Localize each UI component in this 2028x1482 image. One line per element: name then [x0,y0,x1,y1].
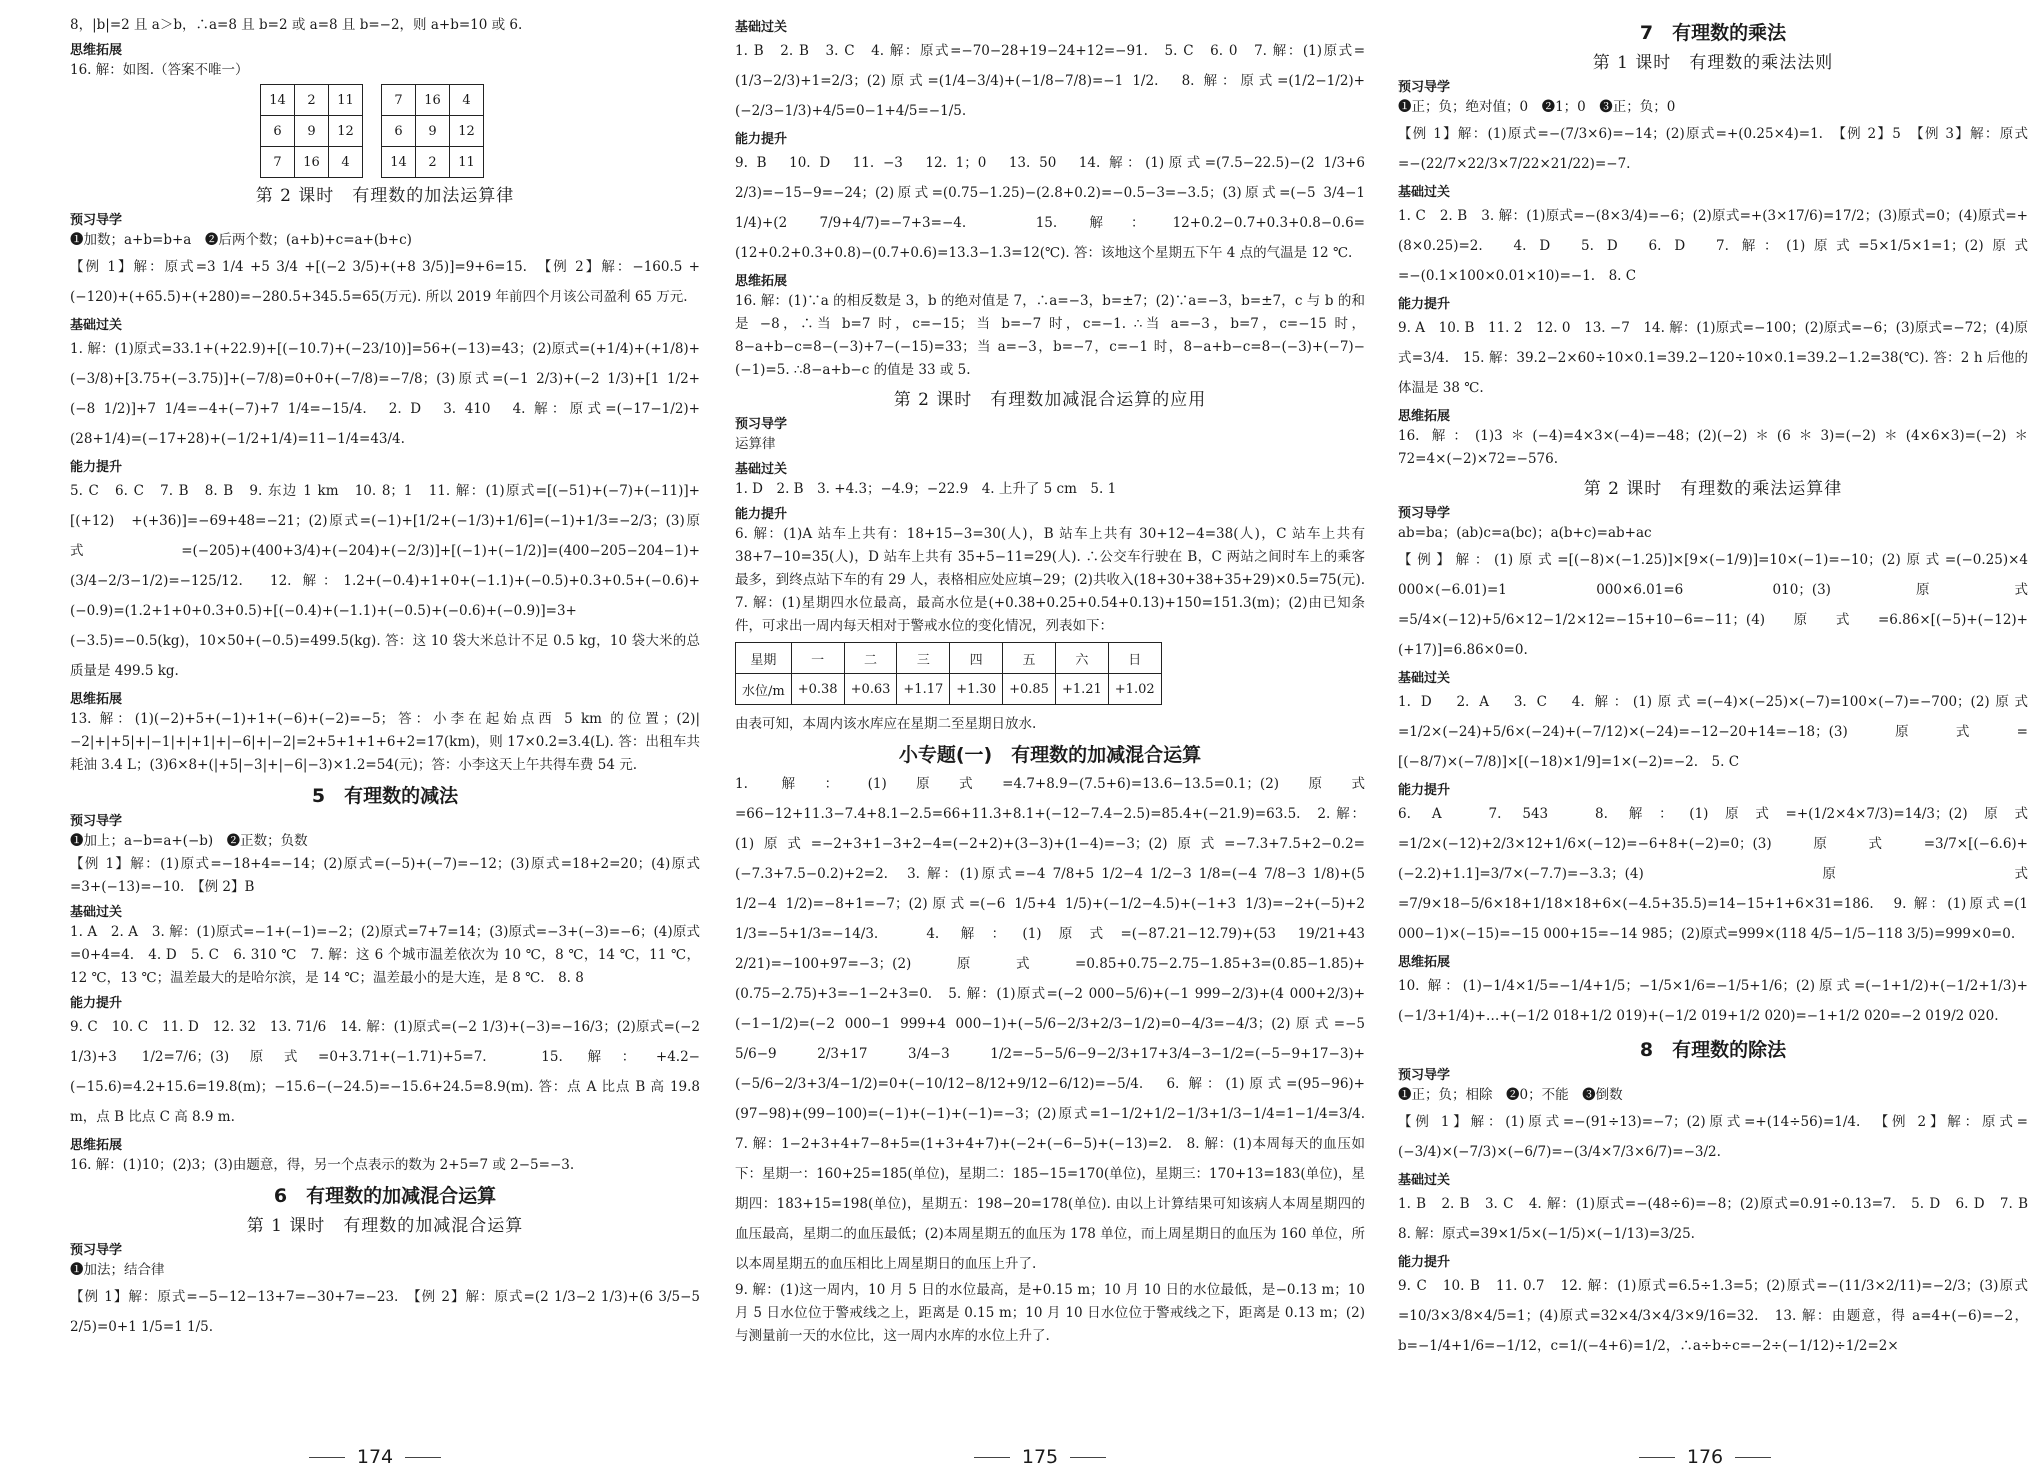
answer-paragraph: ab=ba；(ab)c=a(bc)；a(b+c)=ab+ac [1398,525,1652,541]
chapter-title: 7 有理数的乘法 [1639,22,1787,44]
answer-paragraph: 【例 1】解：(1)原式=−(91÷13)=−7；(2)原式=+(14÷56)=1/4. 【例 2】解：原式=(−3/4)×(−7/3)×(−6/7)=−(3/4×7/3×6/7)=−3/2. [1398,1114,2028,1160]
lesson-title: 第 2 课时 有理数的乘法运算律 [1583,479,1843,499]
water-table-header: 五 [1003,643,1056,674]
water-table-cell: +1.02 [1108,674,1161,705]
section-label: 能力提升 [735,507,788,522]
answer-paragraph: 16. 解：(1)3＊(−4)=4×3×(−4)=−48；(2)(−2)＊(6＊3)=(−2)＊(4×6×3)=(−2)＊72=4×(−2)×72=−576. [1398,428,2028,467]
section-label: 预习导学 [70,1243,123,1258]
section-label: 思维拓展 [735,274,788,289]
section-label: 能力提升 [1398,297,1451,312]
magic-square-cell: 14 [261,85,295,116]
magic-square-cell: 2 [295,85,329,116]
magic-square-cell: 16 [416,85,450,116]
section-label: 基础过关 [70,318,123,333]
chapter-title: 6 有理数的加减混合运算 [273,1185,497,1207]
section-label: 思维拓展 [70,43,123,58]
water-table-cell: +1.21 [1055,674,1108,705]
answer-paragraph: 6. 解：(1)A 站车上共有：18+15−3=30(人)，B 站车上共有 30+12−4=38(人)，C 站车上共有 38+7−10=35(人)，D 站车上共有 35+5−11=29(人). ∴公交车行驶在 B，C 两站之间时车上的乘客最多，到终点站下车的有 29 人，表格相应处应填−29；(2)共收入(18+30+38+35+29)×0.5=75(元). 7. 解：(1)星期四水位最高，最高水位是(+0.38+0.25+0.54+0.13)+150=151.3(m)；(2)由已知条件，可求出一周内每天相对于警戒水位的变化情况，列表如下： [735,526,1379,634]
answer-paragraph: 【例】解：(1)原式=[(−8)×(−1.25)]×[9×(−1/9)]=10×(−1)=−10；(2)原式=(−0.25)×4 000×(−6.01)=1 000×6.01=6 010；(3)原式=5/4×(−12)+5/6×12−1/2×12=−15+10−6=−11；(4)原式=6.86×[(−5)+(−12)+(+17)]=6.86×0=0. [1398,552,2028,658]
magic-square [381,84,484,178]
magic-square-cell: 7 [382,85,416,116]
magic-square-cell: 11 [450,147,484,178]
answer-paragraph: 1. 解：(1)原式=4.7+8.9−(7.5+6)=13.6−13.5=0.1；(2)原式=66−12+11.3−7.4+8.1−2.5=66+11.3+8.1+(−12−7.4−2.5)=85.4+(−21.9)=63.5. 2. 解：(1)原式=−2+3+1−3+2−4=(−2+2)+(3−3)+(1−4)=−3；(2)原式=−7.3+7.5+2−0.2=(−7.3+7.5−0.2)+2=2. 3. 解：(1)原式=−4 7/8+5 1/2−4 1/2−3 1/8=(−4 7/8−3 1/8)+(5 1/2−4 1/2)=−8+1=−7；(2)原式=(−6 1/5+4 1/5)+(−1/2−4.5)+(−1+3 1/3)=−2+(−5)+2 1/3=−5+1/3=−14/3. 4. 解：(1)原式=(−87.21−12.79)+(53 19/21+43 2/21)=−100+97=−3；(2)原式=0.85+0.75−2.75−1.85+3=(0.85−1.85)+(0.75−2.75)+3=−1−2+3=0. 5. 解：(1)原式=(−2 000−5/6)+(−1 999−2/3)+(4 000+2/3)+(−1−1/2)=(−2 000−1 999+4 000−1)+(−5/6−2/3+2/3−1/2)=0−4/3=−4/3；(2)原式=−5 5/6−9 2/3+17 3/4−3 1/2=−5−5/6−9−2/3+17+3/4−3−1/2=(−5−9+17−3)+(−5/6−2/3+3/4−1/2)=0+(−10/12−8/12+9/12−6/12)=−5/4. 6. 解：(1)原式=(95−96)+(97−98)+(99−100)=(−1)+(−1)+(−1)=−3；(2)原式=1−1/2+1/2−1/3+1/3−1/4=1−1/4=3/4. 7. 解：1−2+3+4+7−8+5=(1+3+4+7)+(−2+(−6−5)+(−13)=2. 8. 解：(1)本周每天的血压如下：星期一：160+25=185(单位)，星期二：185−15=170(单位)，星期三：170+13=183(单位)，星期四：183+15=198(单位)，星期五：198−20=178(单位). 由以上计算结果可知该病人本周星期四的血压最高，星期二的血压最低；(2)本周星期五的血压为 178 单位，而上周星期日的血压为 160 单位，所以本周星期五的血压相比上周星期日的血压上升了. [735,776,1379,1272]
section-label: 预习导学 [1398,506,1451,521]
answer-paragraph: 1. D 2. A 3. C 4. 解：(1)原式=(−4)×(−25)×(−7)=100×(−7)=−700；(2)原式=1/2×(−24)+5/6×(−24)+(−7/12)×(−24)=−12−20+14=−18；(3)原式=[(−8/7)×(−7/8)]×[(−18)×1/9]=1×(−2)=−2. 5. C [1398,694,2028,770]
answer-paragraph: ❶加数；a+b=b+a ❷后两个数；(a+b)+c=a+(b+c) [70,232,412,248]
answer-paragraph: ❶加上；a−b=a+(−b) ❷正数；负数 [70,833,308,849]
answer-paragraph: 1. C 2. B 3. 解：(1)原式=−(8×3/4)=−6；(2)原式=+(3×17/6)=17/2；(3)原式=0；(4)原式=+(8×0.25)=2. 4. D 5. D 6. D 7. 解：(1)原式=5×1/5×1=1；(2)原式=−(0.1×100×0.01×10)=−1. 8. C [1398,208,2028,284]
lesson-title: 第 1 课时 有理数的乘法法则 [1592,53,1834,73]
lesson-title: 第 2 课时 有理数加减混合运算的应用 [893,390,1207,410]
water-table-cell: +1.17 [897,674,950,705]
answer-paragraph: 16. 解：(1)∵a 的相反数是 3，b 的绝对值是 7，∴a=−3，b=±7；(2)∵a=−3，b=±7，c 与 b 的和是 −8，∴当 b=7 时，c=−15；当 b=−7 时，c=−1. ∴当 a=−3，b=7，c=−15 时，8−a+b−c=8−(−3)+7−(−15)=33；当 a=−3，b=−7，c=−1 时，8−a+b−c=8−(−3)+(−7)−(−1)=5. ∴8−a+b−c 的值是 33 或 5. [735,293,1365,378]
page-175-column [735,14,1379,1444]
magic-square-cell: 12 [329,116,363,147]
answer-paragraph: 【例 1】解：原式=3 1/4 +5 3/4 +[(−2 3/5)+(+8 3/5)]=9+6=15. 【例 2】解：−160.5 +(−120)+(+65.5)+(+280)=−280.5+345.5=65(万元). 所以 2019 年前四个月该公司盈利 65 万元. [70,259,700,305]
section-label: 预习导学 [735,417,788,432]
water-table-cell: +0.38 [791,674,844,705]
lesson-title: 第 1 课时 有理数的加减混合运算 [246,1216,524,1236]
answer-paragraph: 【例 1】解：原式=−5−12−13+7=−30+7=−23. 【例 2】解：原式=(2 1/3−2 1/3)+(6 3/5−5 2/5)=0+1 1/5=1 1/5. [70,1289,700,1335]
water-table-header: 二 [844,643,897,674]
magic-square-cell: 11 [329,85,363,116]
answer-paragraph: 9. 解：(1)这一周内，10 月 5 日的水位最高，是+0.15 m；10 月 10 日的水位最低，是−0.13 m；10 月 5 日水位位于警戒线之上，距离是 0.15 m；10 月 10 日水位位于警戒线之下，距离是 0.13 m；(2)与测量前一天的水位比，这一周内水库的水位上升了. [735,1282,1365,1344]
chapter-title: 8 有理数的除法 [1639,1039,1787,1061]
section-label: 能力提升 [70,460,123,475]
answer-paragraph: 16. 解：(1)10；(2)3；(3)由题意，得，另一个点表示的数为 2+5=7 或 2−5=−3. [70,1157,575,1173]
section-label: 能力提升 [70,996,123,1011]
answer-paragraph: 5. C 6. C 7. B 8. B 9. 东边 1 km 10. 8；1 11. 解：(1)原式=[(−51)+(−7)+(−11)]+[(+12) +(+36)]=−69+48=−21；(2)原式=(−1)+[1/2+(−1/3)+1/6]=(−1)+1/3=−2/3；(3)原式=(−205)+(400+3/4)+(−204)+(−2/3)]+[(−1)+(−1/2)]=(400−205−204−1)+(3/4−2/3−1/2)=−125/12. 12. 解：1.2+(−0.4)+1+0+(−1.1)+(−0.5)+0.3+0.5+(−0.6)+(−0.9)=(1.2+1+0+0.3+0.5)+[(−0.4)+(−1.1)+(−0.5)+(−0.6)+(−0.9)]=3+(−3.5)=−0.5(kg)，10×50+(−0.5)=499.5(kg). 答：这 10 袋大米总计不足 0.5 kg，10 袋大米的总质量是 499.5 kg. [70,483,700,679]
magic-square-cell: 6 [382,116,416,147]
answer-paragraph: 9. B 10. D 11. −3 12. 1；0 13. 50 14. 解：(1)原式=(7.5−22.5)−(2 1/3+6 2/3)=−15−9=−24；(2)原式=(0.75−1.25)−(2.8+0.2)=−0.5−3=−3.5；(3)原式=(−5 3/4−1 1/4)+(2 7/9+4/7)=−7+3=−4. 15. 解：12+0.2−0.7+0.3+0.8−0.6=(12+0.2+0.3+0.8)−(0.7+0.6)=13.3−1.3=12(℃). 答：该地这个星期五下午 4 点的气温是 12 ℃. [735,155,1365,261]
answer-paragraph: 【例 1】解：(1)原式=−18+4=−14；(2)原式=(−5)+(−7)=−12；(3)原式=18+2=20；(4)原式=3+(−13)=−10. 【例 2】B [70,856,700,895]
section-label: 思维拓展 [1398,409,1451,424]
section-label: 基础过关 [735,20,788,35]
water-table-header: 一 [791,643,844,674]
answer-paragraph: 【例 1】解：(1)原式=−(7/3×6)=−14；(2)原式=+(0.25×4)=1. 【例 2】5 【例 3】解：原式=−(22/7×22/3×7/22×21/22)=−7. [1398,126,2028,172]
section-label: 基础过关 [735,462,788,477]
magic-square-cell: 2 [416,147,450,178]
magic-square-cell: 7 [261,147,295,178]
section-label: 基础过关 [1398,1173,1451,1188]
magic-square-cell: 4 [329,147,363,178]
answer-paragraph: ❶加法；结合律 [70,1262,165,1278]
section-label: 思维拓展 [70,692,123,707]
page-number-176: 176 [1385,1446,2025,1468]
water-table-header: 三 [897,643,950,674]
section-label: 能力提升 [735,132,788,147]
magic-square-cell: 16 [295,147,329,178]
water-table-header: 四 [950,643,1003,674]
chapter-title: 5 有理数的减法 [311,785,459,807]
page-number-174: 174 [55,1446,695,1468]
answer-paragraph: 1. A 2. A 3. 解：(1)原式=−1+(−1)=−2；(2)原式=7+7=14；(3)原式=−3+(−3)=−6；(4)原式=0+4=4. 4. D 5. C 6. 310 ℃ 7. 解：这 6 个城市温差依次为 10 ℃，8 ℃，14 ℃，11 ℃，12 ℃，13 ℃；温差最大的是哈尔滨，是 14 ℃；温差最小的是大连，是 8 ℃. 8. 8 [70,924,700,986]
answer-paragraph: 13. 解：(1)(−2)+5+(−1)+1+(−6)+(−2)=−5；答：小李在起始点西 5 km 的位置；(2)|−2|+|+5|+|−1|+|+1|+|−6|+|−2|=2+5+1+1+6+2=17(km)，则 17×0.2=3.4(L). 答：出租车共耗油 3.4 L；(3)6×8+(|+5|−3|+|−6|−3)×1.2=54(元)；答：小李这天上午共得车费 54 元. [70,711,700,773]
water-table-header: 六 [1055,643,1108,674]
magic-square-cell: 6 [261,116,295,147]
magic-square-grids [260,84,700,178]
magic-square-cell: 9 [416,116,450,147]
magic-square [260,84,363,178]
section-label: 预习导学 [1398,80,1451,95]
water-table-row-label: 水位/m [736,674,792,705]
water-table-cell: +0.63 [844,674,897,705]
answer-paragraph: 9. A 10. B 11. 2 12. 0 13. −7 14. 解：(1)原式=−100；(2)原式=−6；(3)原式=−72；(4)原式=3/4. 15. 解：39.2−2×60÷10×0.1=39.2−120÷10×0.1=39.2−1.2=38(℃). 答：2 h 后他的体温是 38 ℃. [1398,320,2028,396]
section-label: 能力提升 [1398,783,1451,798]
lesson-title: 第 2 课时 有理数的加法运算律 [255,186,515,206]
answer-paragraph: 由表可知，本周内该水库应在星期二至星期日放水. [735,716,1037,732]
answer-paragraph: 8，|b|=2 且 a＞b，∴a=8 且 b=2 或 a=8 且 b=−2，则 a+b=10 或 6. [70,17,523,33]
section-label: 能力提升 [1398,1255,1451,1270]
magic-square-cell: 12 [450,116,484,147]
page-174-column [70,14,700,1444]
water-table-header: 星期 [736,643,792,674]
answer-paragraph: 6. A 7. 543 8. 解：(1)原式=+(1/2×4×7/3)=14/3；(2)原式=1/2×(−12)+2/3×12+1/6×(−12)=−6+8+(−2)=0；(3)原式=3/7×[(−6.6)+(−2.2)+1.1]=3/7×(−7.7)=−3.3；(4)原式=7/9×18−5/6×18+1/18×18+6×(−4.5+35.5)=14−15+1+6×31=186. 9. 解：(1)原式=(1 000−1)×(−15)=−15 000+15=−14 985；(2)原式=999×(118 4/5−1/5−118 3/5)=999×0=0. [1398,806,2028,942]
water-table-cell: +1.30 [950,674,1003,705]
answer-paragraph: 9. C 10. B 11. 0.7 12. 解：(1)原式=6.5÷1.3=5；(2)原式=−(11/3×2/11)=−2/3；(3)原式=10/3×3/8×4/5=1；(4)原式=32×4/3×4/3×9/16=32. 13. 解：由题意，得 a=4+(−6)=−2，b=−1/4+1/6=−1/12，c=1/(−4+6)=1/2，∴a÷b÷c=−2÷(−1/12)÷1/2=2× [1398,1278,2028,1354]
section-label: 预习导学 [1398,1068,1451,1083]
section-label: 预习导学 [70,213,123,228]
answer-paragraph: 1. 解：(1)原式=33.1+(+22.9)+[(−10.7)+(−23/10)]=56+(−13)=43；(2)原式=(+1/4)+(+1/8)+(−3/8)+[3.75+(−3.75)]+(−7/8)=0+0+(−7/8)=−7/8；(3)原式=(−1 2/3)+(−2 1/3)+[1 1/2+(−8 1/2)]+7 1/4=−4+(−7)+7 1/4=−15/4. 2. D 3. 410 4. 解：原式=(−17−1/2)+(28+1/4)=(−17+28)+(−1/2+1/4)=11−1/4=43/4. [70,341,700,447]
water-table-header: 日 [1108,643,1161,674]
answer-paragraph: 1. D 2. B 3. +4.3；−4.9；−22.9 4. 上升了 5 cm 5. 1 [735,481,1117,497]
magic-square-cell: 9 [295,116,329,147]
answer-paragraph: 运算律 [735,436,776,452]
page-176-column [1398,14,2028,1444]
page-number-175: 175 [720,1446,1360,1468]
section-label: 基础过关 [1398,185,1451,200]
answer-paragraph: ❶正；负；绝对值；0 ❷1；0 ❸正；负；0 [1398,99,1676,115]
water-level-table [735,642,1162,705]
section-label: 预习导学 [70,814,123,829]
answer-paragraph: 1. B 2. B 3. C 4. 解：(1)原式=−(48÷6)=−8；(2)原式=0.91÷0.13=7. 5. D 6. D 7. B 8. 解：原式=39×1/5×(−1/5)×(−1/13)=3/25. [1398,1196,2028,1242]
answer-paragraph: ❶正；负；相除 ❷0；不能 ❸倒数 [1398,1087,1623,1103]
section-label: 思维拓展 [1398,955,1451,970]
chapter-title: 小专题(一) 有理数的加减混合运算 [898,744,1202,766]
answer-paragraph: 10. 解：(1)−1/4×1/5=−1/4+1/5；−1/5×1/6=−1/5+1/6；(2)原式=(−1+1/2)+(−1/2+1/3)+(−1/3+1/4)+…+(−1/2 018+1/2 019)+(−1/2 019+1/2 020)=−1+1/2 020=−2 019/2 020. [1398,978,2028,1024]
water-table-cell: +0.85 [1003,674,1056,705]
section-label: 基础过关 [70,905,123,920]
answer-paragraph: 1. B 2. B 3. C 4. 解：原式=−70−28+19−24+12=−91. 5. C 6. 0 7. 解：(1)原式=(1/3−2/3)+1=2/3；(2)原式=(1/4−3/4)+(−1/8−7/8)=−1 1/2. 8. 解：原式=(1/2−1/2)+(−2/3−1/3)+4/5=0−1+4/5=−1/5. [735,43,1365,119]
magic-square-cell: 14 [382,147,416,178]
section-label: 基础过关 [1398,671,1451,686]
answer-paragraph: 9. C 10. C 11. D 12. 32 13. 71/6 14. 解：(1)原式=(−2 1/3)+(−3)=−16/3；(2)原式=(−2 1/3)+3 1/2=7/6；(3)原式=0+3.71+(−1.71)+5=7. 15. 解：+4.2−(−15.6)=4.2+15.6=19.8(m)；−15.6−(−24.5)=−15.6+24.5=8.9(m). 答：点 A 比点 B 高 19.8 m，点 B 比点 C 高 8.9 m. [70,1019,700,1125]
section-label: 思维拓展 [70,1138,123,1153]
answer-paragraph: 16. 解：如图.（答案不唯一） [70,62,249,78]
magic-square-cell: 4 [450,85,484,116]
